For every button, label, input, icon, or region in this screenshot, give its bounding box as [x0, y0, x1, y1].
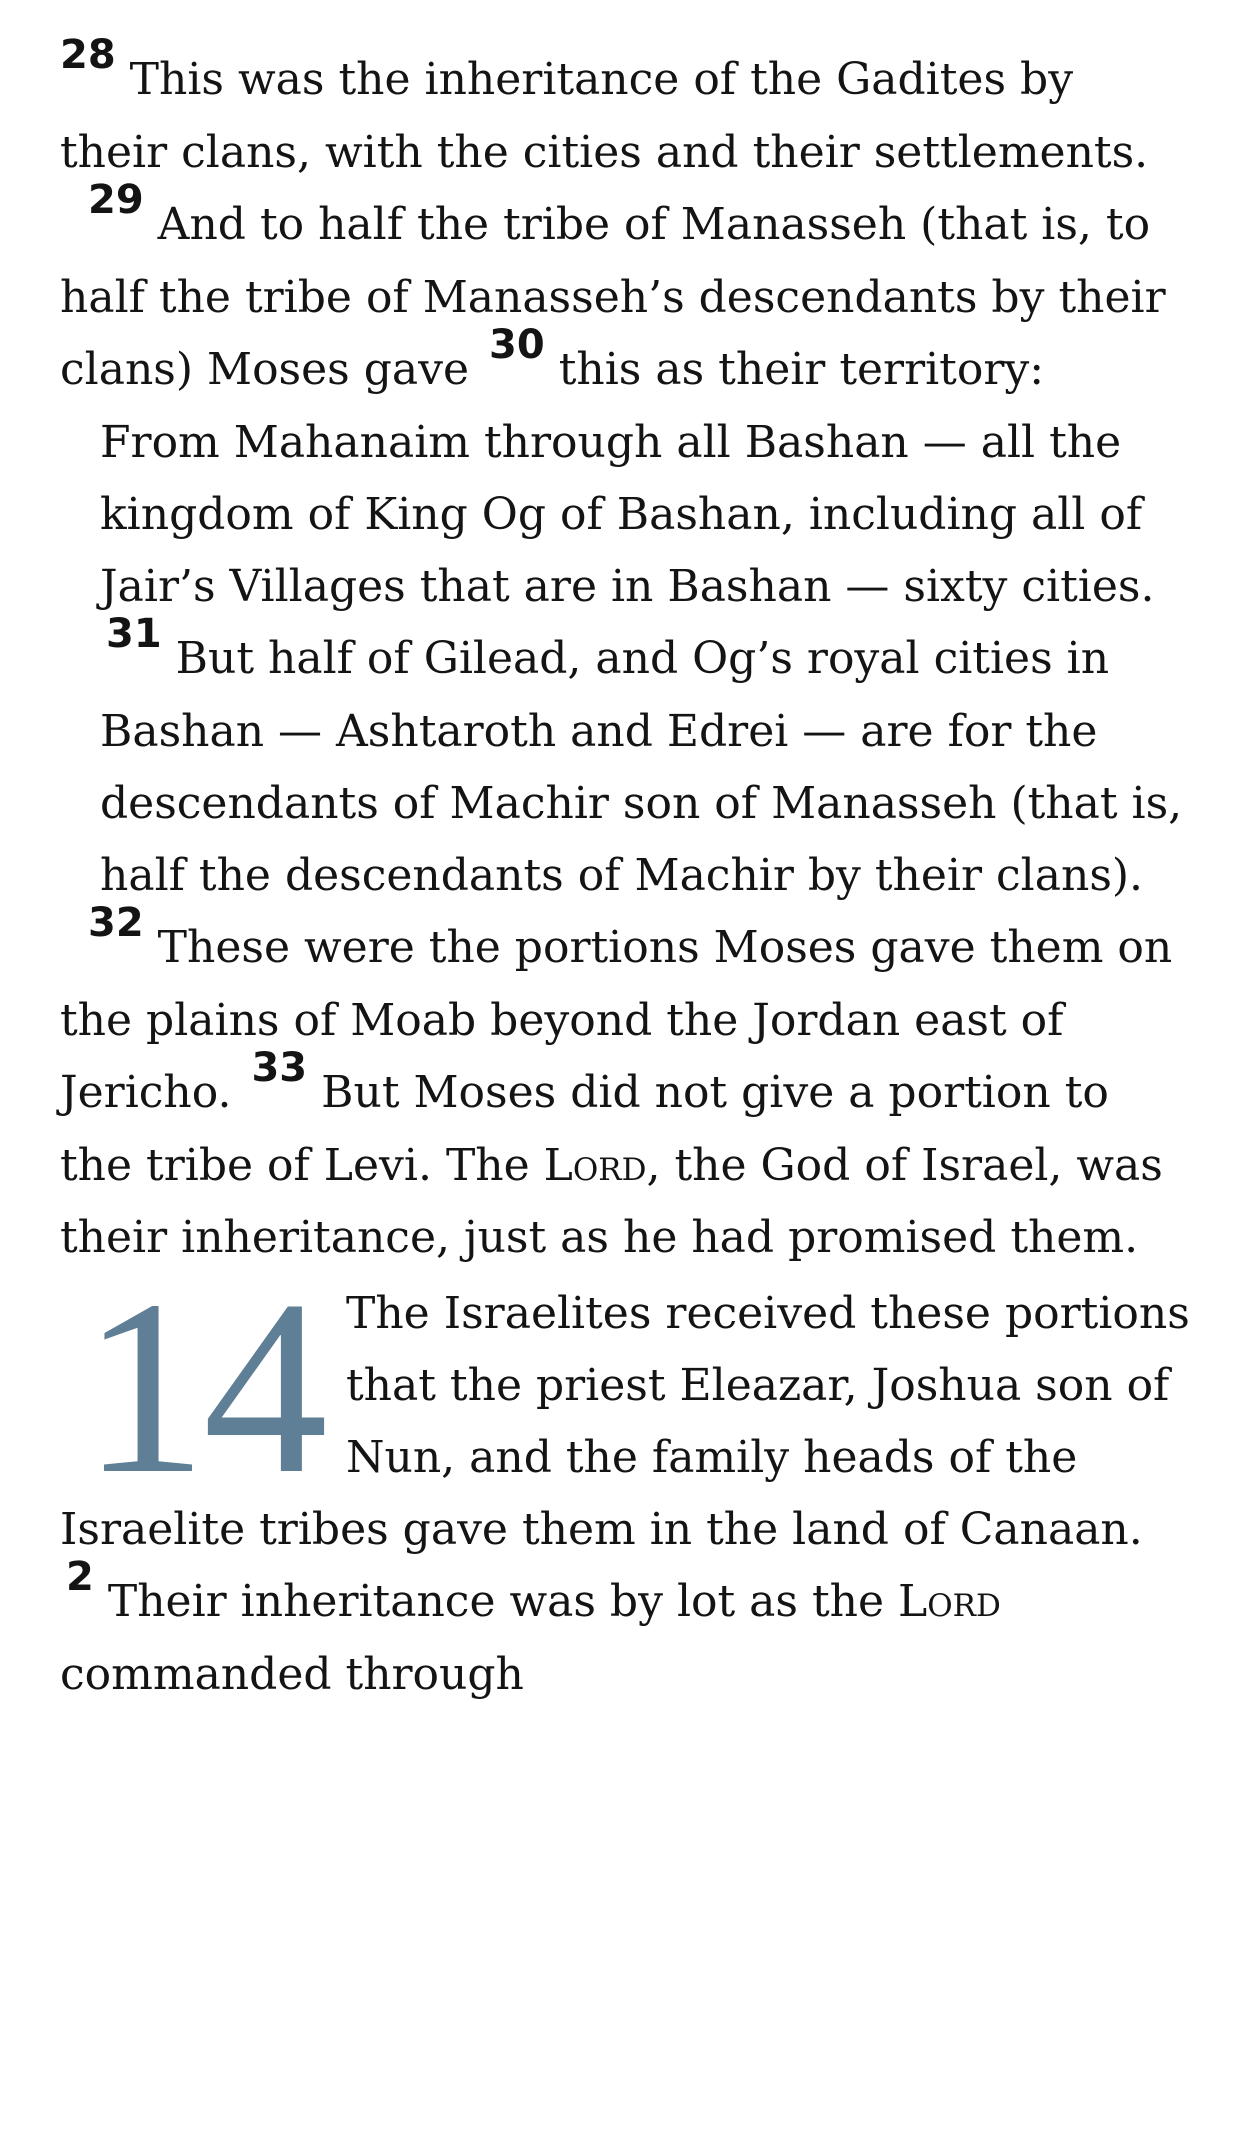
verse-31-text: But half of Gilead, and Og’s royal cities in Bashan — Ashtaroth and Edrei — are for the descendants of Machir son of Manasseh (that is, half the descendants of Machir by their clans). — [100, 633, 1183, 901]
poetry-text-a: From Mahanaim through all Bashan — all the kingdom of King Og of Bashan, including all of Jair’s Villages that are in Bashan — sixty cities. — [100, 417, 1155, 612]
verse-number-28: 28 — [60, 32, 116, 78]
verse-28-text: This was the inheritance of the Gadites by their clans, with the cities and their settlements. — [60, 54, 1149, 178]
verse-number-33: 33 — [251, 1045, 308, 1091]
verse-28 — [60, 32, 1194, 189]
verse-2-text-b: commanded through — [60, 1649, 524, 1700]
divine-name-lord: Lord — [543, 1140, 647, 1191]
verse-2-text-a: Their inheritance was by lot as the — [107, 1576, 885, 1627]
chapter-14-verse-1-text: The Israelites received these portions that the priest Eleazar, Joshua son of Nun, and the family heads of the Israelite tribes gave them in the land of Canaan. — [60, 1288, 1190, 1555]
verse-number-30: 30 — [489, 322, 545, 368]
verse-number-2: 2 — [66, 1554, 94, 1600]
verse-30-text: this as their territory: — [558, 344, 1045, 395]
verse-33-text-b: , the God of Israel, was their inheritance, just as he had promised them. — [60, 1140, 1163, 1263]
verse-29-text: And to half the tribe of Manasseh (that is, to half the tribe of Manasseh’s descendants by their clans) Moses gave — [60, 199, 1166, 395]
chapter-14-opening — [60, 1249, 1194, 1711]
poetry-block — [60, 407, 1194, 912]
chapter-drop-cap: 14 — [82, 1249, 324, 1526]
divine-name-lord-2: Lord — [898, 1576, 1001, 1627]
verse-33-text-a: But Moses did not give a portion to the tribe of Levi. The — [60, 1067, 1109, 1191]
verse-number-32: 32 — [88, 900, 144, 946]
verse-32 — [60, 900, 1194, 1274]
verse-29 — [60, 177, 1194, 407]
verse-number-31: 31 — [106, 611, 162, 657]
verse-number-29: 29 — [88, 177, 144, 223]
verse-32-text: These were the portions Moses gave them on the plains of Moab beyond the Jordan east of Jericho. — [60, 922, 1173, 1118]
